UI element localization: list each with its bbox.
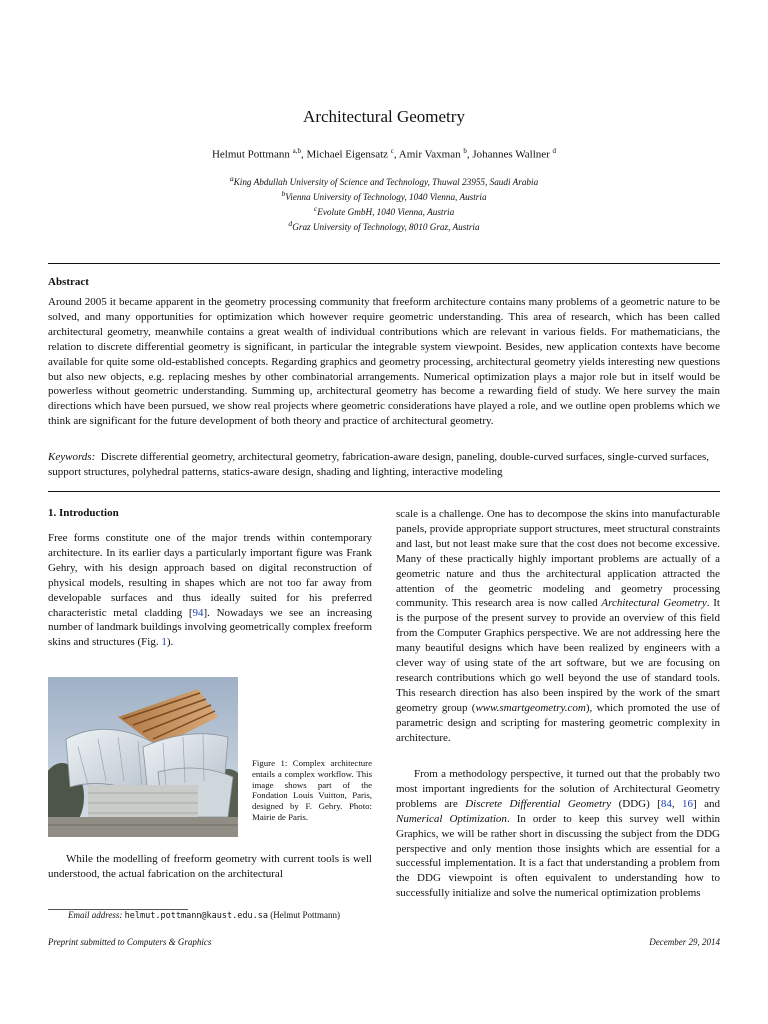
top-divider — [48, 263, 720, 264]
author-affiliation-mark: c — [390, 147, 394, 155]
citation-link[interactable]: 84 — [660, 797, 672, 810]
affiliation-mark: b — [281, 189, 286, 199]
intro-paragraph: Free forms constitute one of the major trends within contemporary architecture. In its earlier days a particularly important figure was Frank Gehry, with his design approach based on digital reconstruction of physical models, resulting in shapes which are not too far away from developable surfaces and thus ideally suited for his preferred characteristic metal cladding [94]. Nowadays we see an increasing number of landmark buildings involving geometrically complex freeform skins and structures (Fig. 1). — [48, 532, 372, 649]
section-heading: 1. Introduction — [48, 507, 119, 519]
affiliation-mark: c — [313, 204, 318, 214]
affiliation-mark: d — [288, 219, 293, 229]
abstract-text: Around 2005 it became apparent in the geometry processing community that freeform architecture contains many problems of a geometric nature to be solved, and many opportunities for optimization which however require geometric understanding. This area of research, which has been called architectural geometry, meanwhile contains a great wealth of individual contributions which are relevant in various fields. For mathematicians, the relation to discrete differential geometry is significant, in particular the integrable system viewpoint. Besides, new application contexts have become available for quite some old-established concepts. Regarding graphics and geometry processing, architectural geometry yields interesting new questions but also new objects, e.g. replacing meshes by other combinatorial arrangements. Numerical optimization plays a major role but in itself would be powerless without geometric understanding. Summing up, architectural geometry has become a rewarding field of study. We here survey the main directions which have been pursued, we show real projects where geometric considerations have played a role, and we outline open problems which we think are significant for the future development of both theory and practice of architectural geometry. — [48, 296, 720, 428]
affiliation-text: King Abdullah University of Science and Technology, Thuwal 23955, Saudi Arabia — [233, 177, 539, 188]
emphasis: Numerical Optimization — [396, 812, 507, 825]
author-name: Amir Vaxman — [398, 148, 461, 161]
author-affiliation-mark: a,b — [292, 147, 301, 155]
author-separator: , — [300, 148, 307, 161]
author-separator: , — [393, 148, 399, 161]
footer-date: December 29, 2014 — [649, 937, 720, 947]
url-text: www.smartgeometry.com — [475, 701, 586, 714]
affiliation-text: Graz University of Technology, 8010 Graz, Austria — [292, 222, 480, 233]
body-paragraph: scale is a challenge. One has to decompose the skins into manufacturable panels, provide appropriate support structures, meet structural constraints and last, but not least make sure that the cost does not become excessive. Many of these practically highly important problems are actually of a geometric nature and thus the architectural application attracted the attention of the geometric modeling and geometry processing community. This research area is now called Architectural Geometry. It is the purpose of the present survey to provide an overview of this field from the Computer Graphics perspective. We are not addressing here the many beautiful designs which have been realized by engineers with a clever way of using state of the art software, but we are focusing on research contributions which go well beyond the use of standard tools. This research direction has also been inspired by the work of the smart geometry group (www.smartgeometry.com), which promoted the use of parametric design and scripting for mastering geometric complexity in architecture. — [396, 508, 721, 744]
affiliation-mark: a — [229, 174, 234, 183]
figure-link[interactable]: 1 — [161, 636, 167, 649]
keywords-label: Keywords: — [48, 451, 96, 463]
emphasis: Architectural Geometry — [601, 597, 707, 610]
emphasis: Discrete Differential Geometry — [465, 797, 612, 810]
building-photo — [48, 677, 238, 837]
citation-link[interactable]: 94 — [192, 606, 204, 619]
footer-preprint-note: Preprint submitted to Computers & Graphics — [48, 937, 212, 947]
author-name: Johannes Wallner — [472, 148, 550, 161]
bottom-divider — [48, 491, 720, 492]
intro-paragraph: While the modelling of freeform geometry with current tools is well understood, the actual fabrication on the architectural — [48, 853, 372, 880]
body-paragraph: From a methodology perspective, it turned out that the probably two most important ingredients for the solution of Architectural Geometry problems are Discrete Differential Geometry (DDG) [84, 16] and Numerical Optimization. In order to keep this survey well within Graphics, we will be rather short in discussing the subject from the DDG perspective and only mention those insights which are essential for a successful implementation. It is a fact that understanding a problem from the DDG viewpoint is often equivalent to understanding how to successfully initialize and solve the numerical optimization problems — [396, 768, 720, 900]
paper-title: Architectural Geometry — [303, 107, 465, 126]
figure-photo — [48, 677, 238, 837]
affiliation-text: Evolute GmbH, 1040 Vienna, Austria — [317, 207, 455, 218]
footnote-name: (Helmut Pottmann) — [270, 910, 340, 920]
figure-caption: Figure 1: Complex architecture entails a complex workflow. This image shows part of the Fondation Louis Vuitton, Paris, designed by F. Gehry. Photo: Mairie de Paris. — [252, 758, 372, 822]
keywords — [48, 450, 720, 480]
keywords-text: Discrete differential geometry, architectural geometry, fabrication-aware design, paneling, double-curved surfaces, single-curved surfaces, support structures, polyhedral patterns, statics-aware design, shading and lighting, interactive modeling — [48, 451, 710, 478]
author-affiliation-mark: b — [463, 147, 467, 155]
email-address[interactable]: helmut.pottmann@kaust.edu.sa — [124, 911, 268, 921]
affiliation — [0, 188, 768, 203]
affiliation — [0, 218, 768, 233]
author-name: Helmut Pottmann — [211, 148, 290, 161]
affiliation — [0, 173, 768, 188]
author-affiliation-mark: d — [552, 147, 557, 155]
footnote — [68, 910, 340, 921]
footnote-label: Email address: — [68, 910, 123, 920]
affiliation-list — [0, 173, 768, 233]
affiliation — [0, 203, 768, 218]
author-list — [0, 147, 768, 161]
author-name: Michael Eigensatz — [306, 148, 389, 161]
abstract-heading: Abstract — [48, 276, 89, 288]
affiliation-text: Vienna University of Technology, 1040 Vienna, Austria — [285, 192, 487, 203]
citation-link[interactable]: 16 — [682, 797, 694, 810]
author-separator: , — [466, 148, 473, 161]
